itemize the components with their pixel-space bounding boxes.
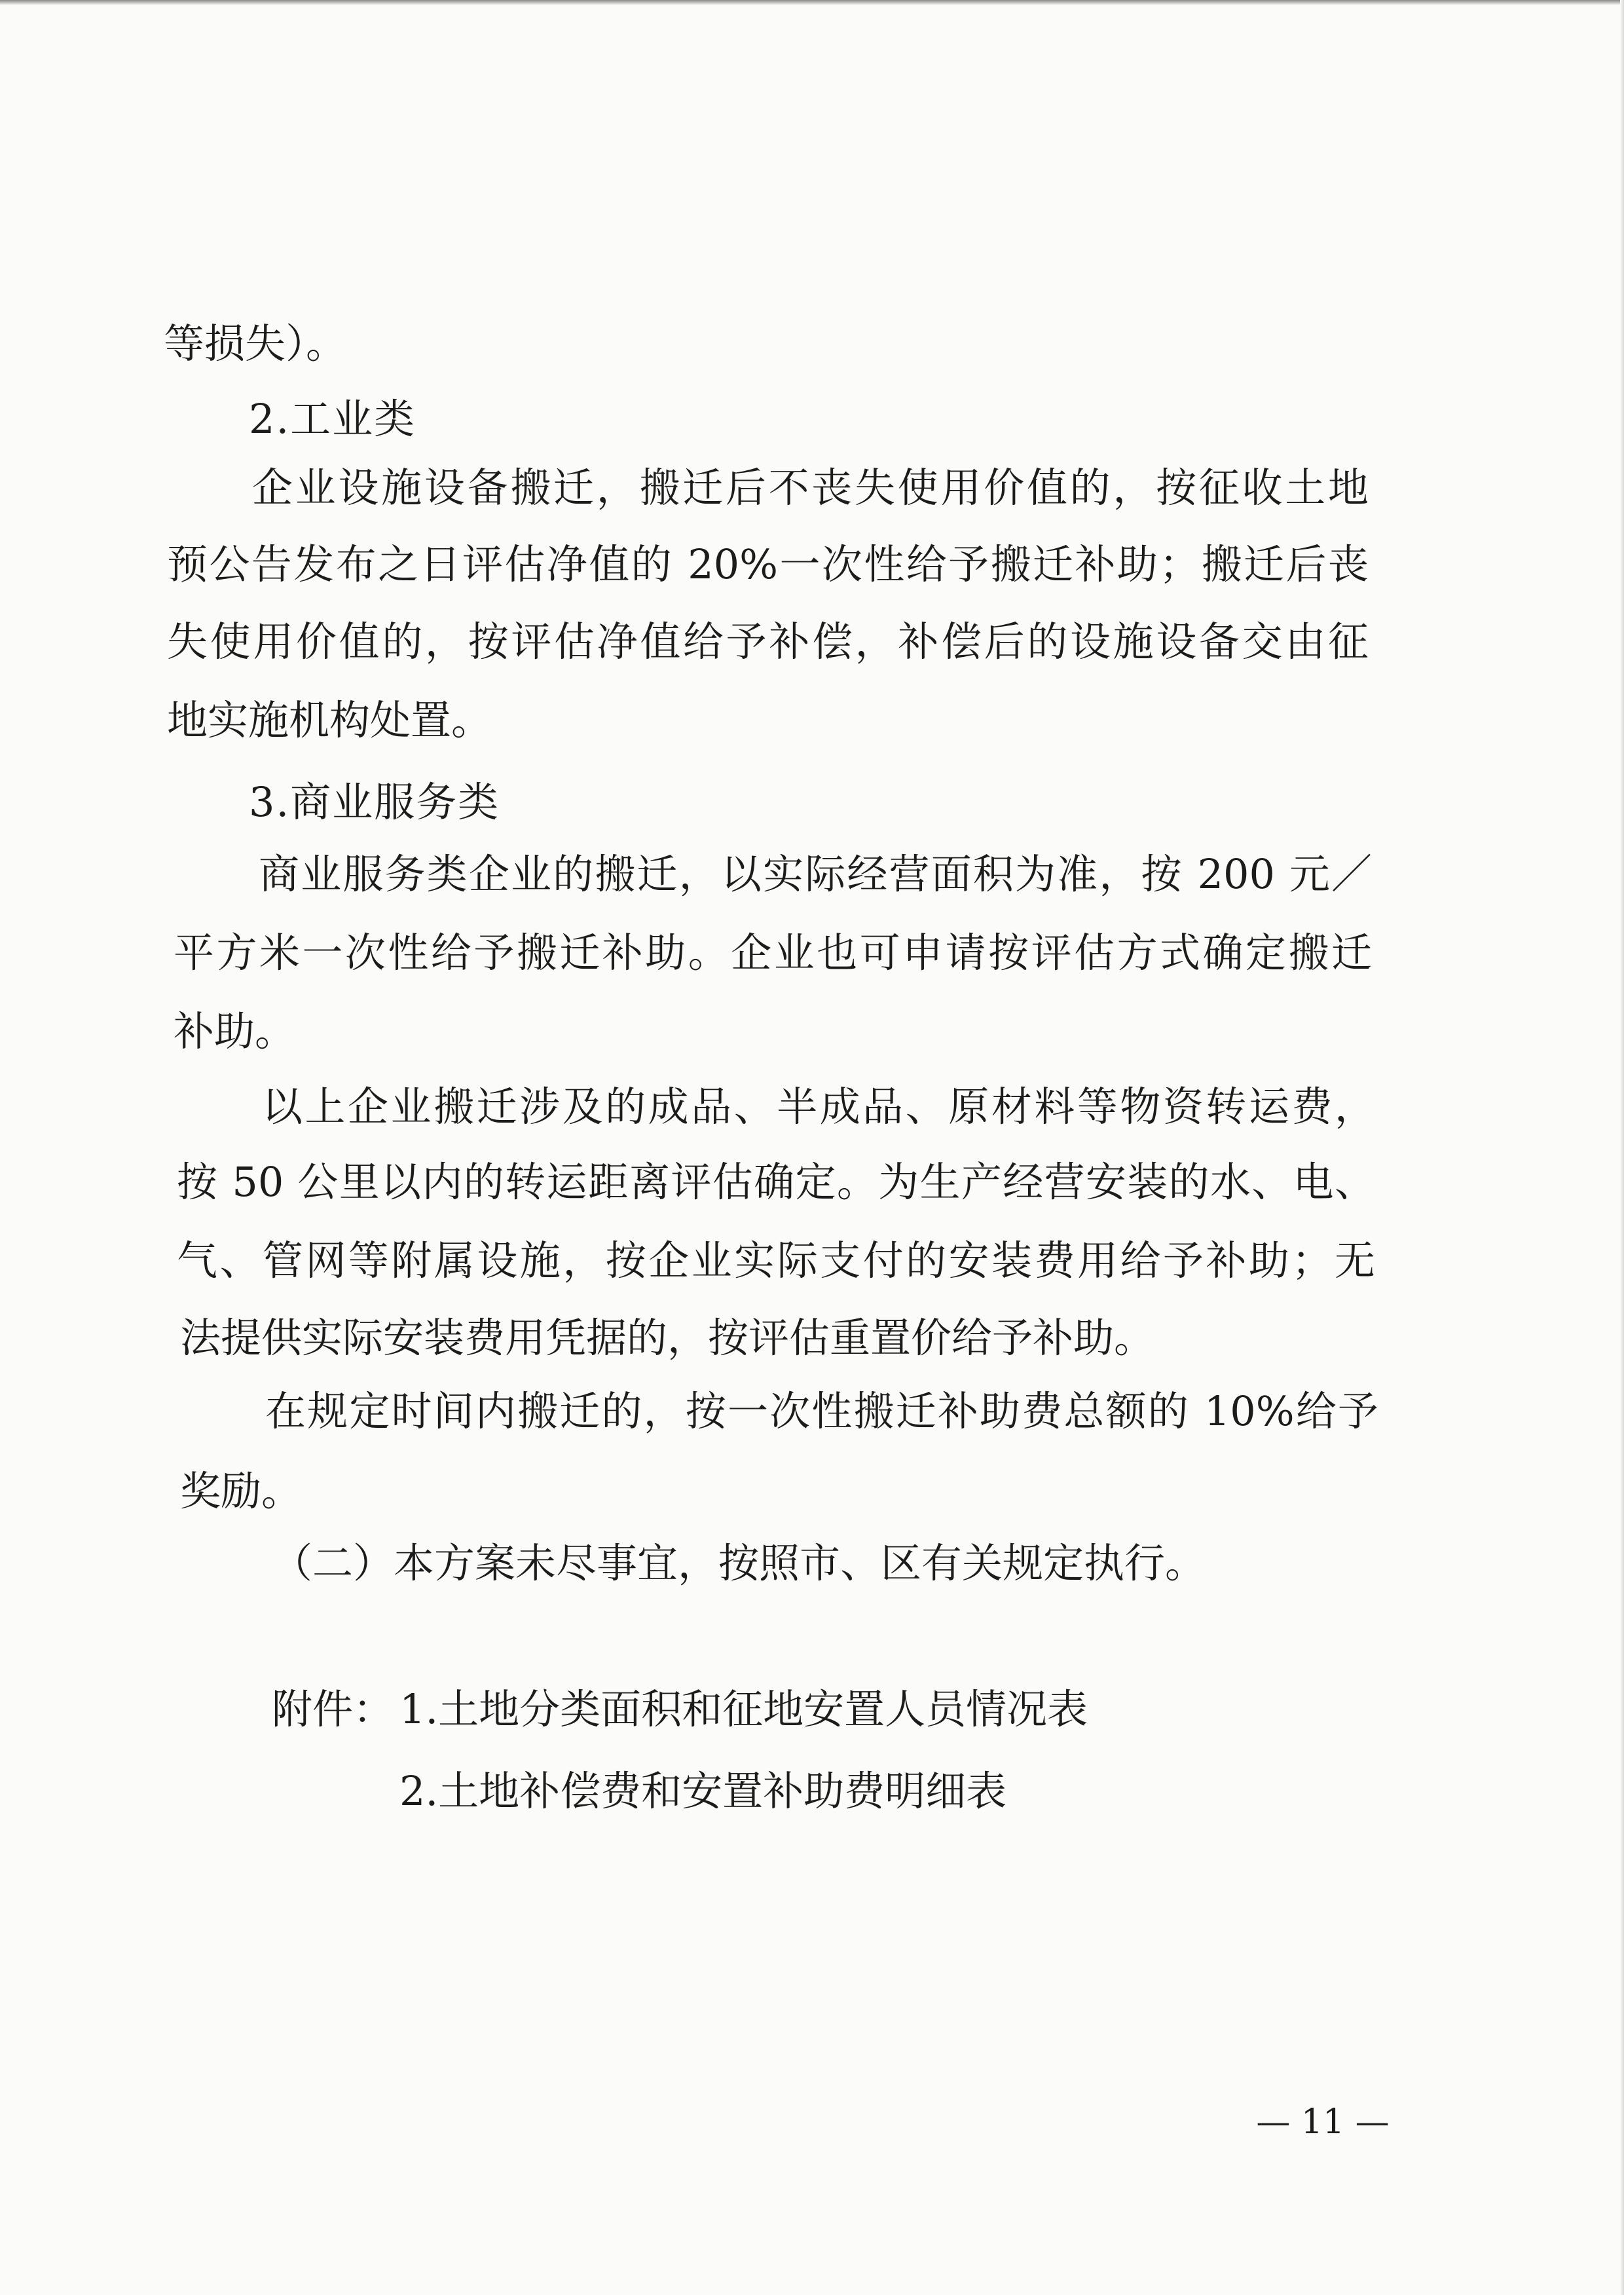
attachment-item: 2.土地补偿费和安置补助费明细表 [399,1767,1007,1815]
text-line: 平方米一次性给予搬迁补助。企业也可申请按评估方式确定搬迁 [174,929,1372,977]
text-line: 按 50 公里以内的转运距离评估确定。为生产经营安装的水、电、 [177,1158,1375,1206]
scan-top-edge [0,0,1624,5]
text-line: 法提供实际安装费用凭据的，按评估重置价给予补助。 [180,1314,1155,1362]
text-line: 等损失）。 [164,320,347,367]
attachment-item: 1.土地分类面积和征地安置人员情况表 [399,1685,1088,1733]
text-line: 预公告发布之日评估净值的 20%一次性给予搬迁补助；搬迁后丧 [167,540,1369,588]
text-line: 在规定时间内搬迁的，按一次性搬迁补助费总额的 10%给予 [265,1387,1378,1435]
text-line: 企业设施设备搬迁，搬迁后不丧失使用价值的，按征收土地 [252,464,1369,512]
text-line: 补助。 [174,1007,296,1055]
page-number: — 11 — [1256,2102,1390,2142]
attachments-label: 附件： [272,1685,394,1733]
text-line: 气、管网等附属设施，按企业实际支付的安装费用给予补助；无 [177,1237,1375,1284]
section-heading-commercial: 3.商业服务类 [249,778,500,826]
scan-right-edge [1620,0,1624,2295]
text-line: 地实施机构处置。 [167,696,492,744]
text-line: 失使用价值的，按评估净值给予补偿，补偿后的设施设备交由征 [167,618,1369,665]
text-line: 以上企业搬迁涉及的成品、半成品、原材料等物资转运费， [262,1083,1375,1130]
text-line: 商业服务类企业的搬迁，以实际经营面积为准，按 200 元／ [259,850,1372,898]
section-heading-industrial: 2.工业类 [249,395,416,443]
text-line: （二）本方案未尽事宜，按照市、区有关规定执行。 [272,1539,1206,1587]
text-line: 奖励。 [180,1467,303,1515]
